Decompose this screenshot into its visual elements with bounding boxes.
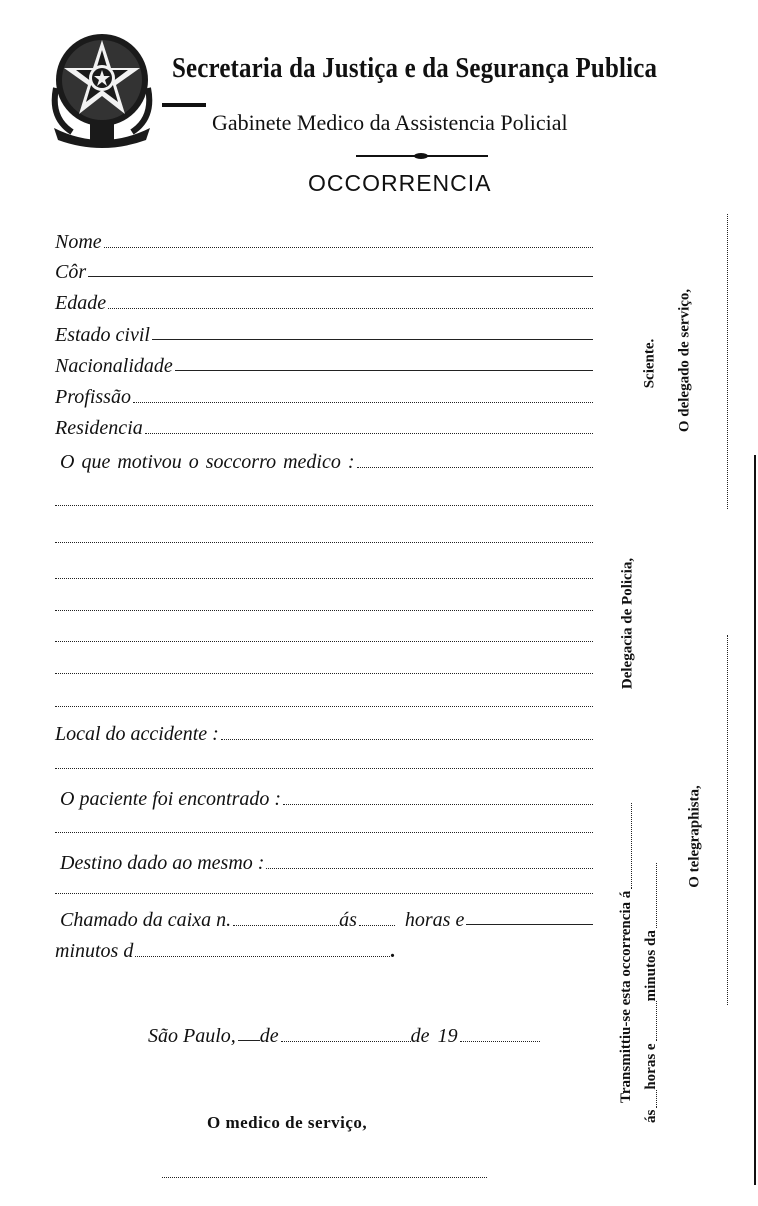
telegraphista-signature-line[interactable] — [727, 635, 728, 1005]
label-nome: Nome — [55, 231, 102, 253]
label-profissao: Profissão — [55, 386, 131, 408]
blank-line[interactable] — [55, 673, 593, 674]
fill-line-cor[interactable] — [88, 276, 593, 277]
field-destino[interactable] — [60, 847, 593, 873]
date-line[interactable] — [148, 1020, 540, 1046]
delegado-label: O delegado de serviço, — [676, 288, 693, 433]
field-residencia[interactable] — [55, 412, 593, 438]
label-estado-civil: Estado civil — [55, 324, 150, 346]
fill-year[interactable] — [460, 1041, 540, 1042]
fill-line-local[interactable] — [221, 739, 593, 740]
medico-signature-label: O medico de serviço, — [207, 1113, 368, 1132]
field-estado-civil[interactable] — [55, 319, 593, 345]
field-local[interactable] — [55, 718, 593, 744]
transmit-time-line[interactable] — [638, 863, 660, 1123]
field-profissao[interactable] — [55, 381, 593, 407]
fill-line-profissao[interactable] — [133, 402, 593, 403]
label-chamado-horas: horas e — [404, 909, 465, 931]
right-edge-border — [754, 455, 756, 1185]
fill-transmit-origem[interactable] — [656, 863, 657, 928]
fill-line-nacionalidade[interactable] — [175, 370, 593, 371]
sciente-label: Sciente. — [641, 338, 658, 389]
fill-line-nome[interactable] — [104, 247, 593, 248]
field-nacionalidade[interactable] — [55, 350, 593, 376]
fill-line-destino[interactable] — [266, 868, 593, 869]
transmit-as-label: ás — [643, 1109, 659, 1123]
blank-line[interactable] — [55, 610, 593, 611]
transmit-minutos-label: minutos da — [643, 930, 659, 1002]
delegado-signature-line[interactable] — [727, 214, 728, 509]
chamado-end-period: . — [390, 940, 395, 962]
fill-minutos[interactable] — [466, 924, 593, 925]
blank-line[interactable] — [55, 768, 593, 769]
blank-line[interactable] — [55, 505, 593, 506]
fill-line-residencia[interactable] — [145, 433, 593, 434]
blank-line[interactable] — [55, 706, 593, 707]
date-city: São Paulo, — [148, 1025, 236, 1047]
fill-chamado-origem[interactable] — [135, 956, 390, 957]
date-de2: de — [410, 1025, 430, 1047]
blank-line[interactable] — [55, 832, 593, 833]
label-chamado-minutos: minutos d — [55, 940, 134, 962]
field-motivo[interactable] — [60, 446, 593, 472]
field-cor[interactable] — [55, 256, 593, 282]
coat-of-arms-emblem — [50, 28, 154, 150]
delegacia-label: Delegacia de Policia, — [619, 557, 636, 690]
label-destino: Destino dado ao mesmo : — [60, 852, 265, 874]
label-nacionalidade: Nacionalidade — [55, 355, 173, 377]
fill-line-motivo[interactable] — [357, 467, 593, 468]
blank-line[interactable] — [55, 893, 593, 894]
field-edade[interactable] — [55, 287, 593, 313]
fill-month[interactable] — [281, 1041, 411, 1042]
label-motivo: O que motivou o soccorro medico : — [60, 451, 355, 473]
transmit-line[interactable] — [609, 803, 635, 1103]
header-subtitle: Gabinete Medico da Assistencia Policial — [212, 110, 568, 135]
fill-horas[interactable] — [359, 925, 395, 926]
label-residencia: Residencia — [55, 417, 143, 439]
blank-line[interactable] — [55, 641, 593, 642]
label-cor: Côr — [55, 261, 87, 283]
fill-day[interactable] — [238, 1040, 260, 1041]
label-edade: Edade — [55, 292, 107, 314]
title-dash-divider — [162, 103, 206, 107]
date-year-prefix: 19 — [437, 1025, 458, 1047]
medico-signature-line[interactable] — [162, 1177, 487, 1178]
label-chamado: Chamado da caixa n. — [60, 909, 232, 931]
label-encontrado: O paciente foi encontrado : — [60, 788, 282, 810]
fill-transmit-minutos[interactable] — [656, 1001, 657, 1041]
label-chamado-as: ás — [339, 909, 357, 931]
field-encontrado[interactable] — [60, 783, 593, 809]
label-local: Local do accidente : — [55, 723, 219, 745]
fill-line-edade[interactable] — [108, 308, 593, 309]
fill-caixa-number[interactable] — [233, 925, 339, 926]
blank-line[interactable] — [55, 578, 593, 579]
field-chamado-minutos[interactable] — [55, 935, 395, 961]
transmit-horas-e-label: horas e — [643, 1043, 659, 1090]
field-nome[interactable] — [55, 226, 593, 252]
header-title: Secretaria da Justiça e da Segurança Publica — [172, 52, 658, 84]
ornament-divider — [356, 155, 488, 157]
telegraphista-label: O telegraphista, — [686, 785, 703, 888]
form-title: OCCORRENCIA — [308, 170, 492, 196]
fill-transmit-horas[interactable] — [656, 1090, 657, 1108]
transmit-label: Transmittiu-se esta occorrencia á — [618, 890, 634, 1103]
date-de1: de — [259, 1025, 279, 1047]
fill-transmit-delegacia[interactable] — [631, 803, 632, 889]
field-chamado[interactable] — [60, 904, 593, 930]
blank-line[interactable] — [55, 542, 593, 543]
fill-line-estado-civil[interactable] — [152, 339, 593, 340]
fill-line-encontrado[interactable] — [283, 804, 593, 805]
